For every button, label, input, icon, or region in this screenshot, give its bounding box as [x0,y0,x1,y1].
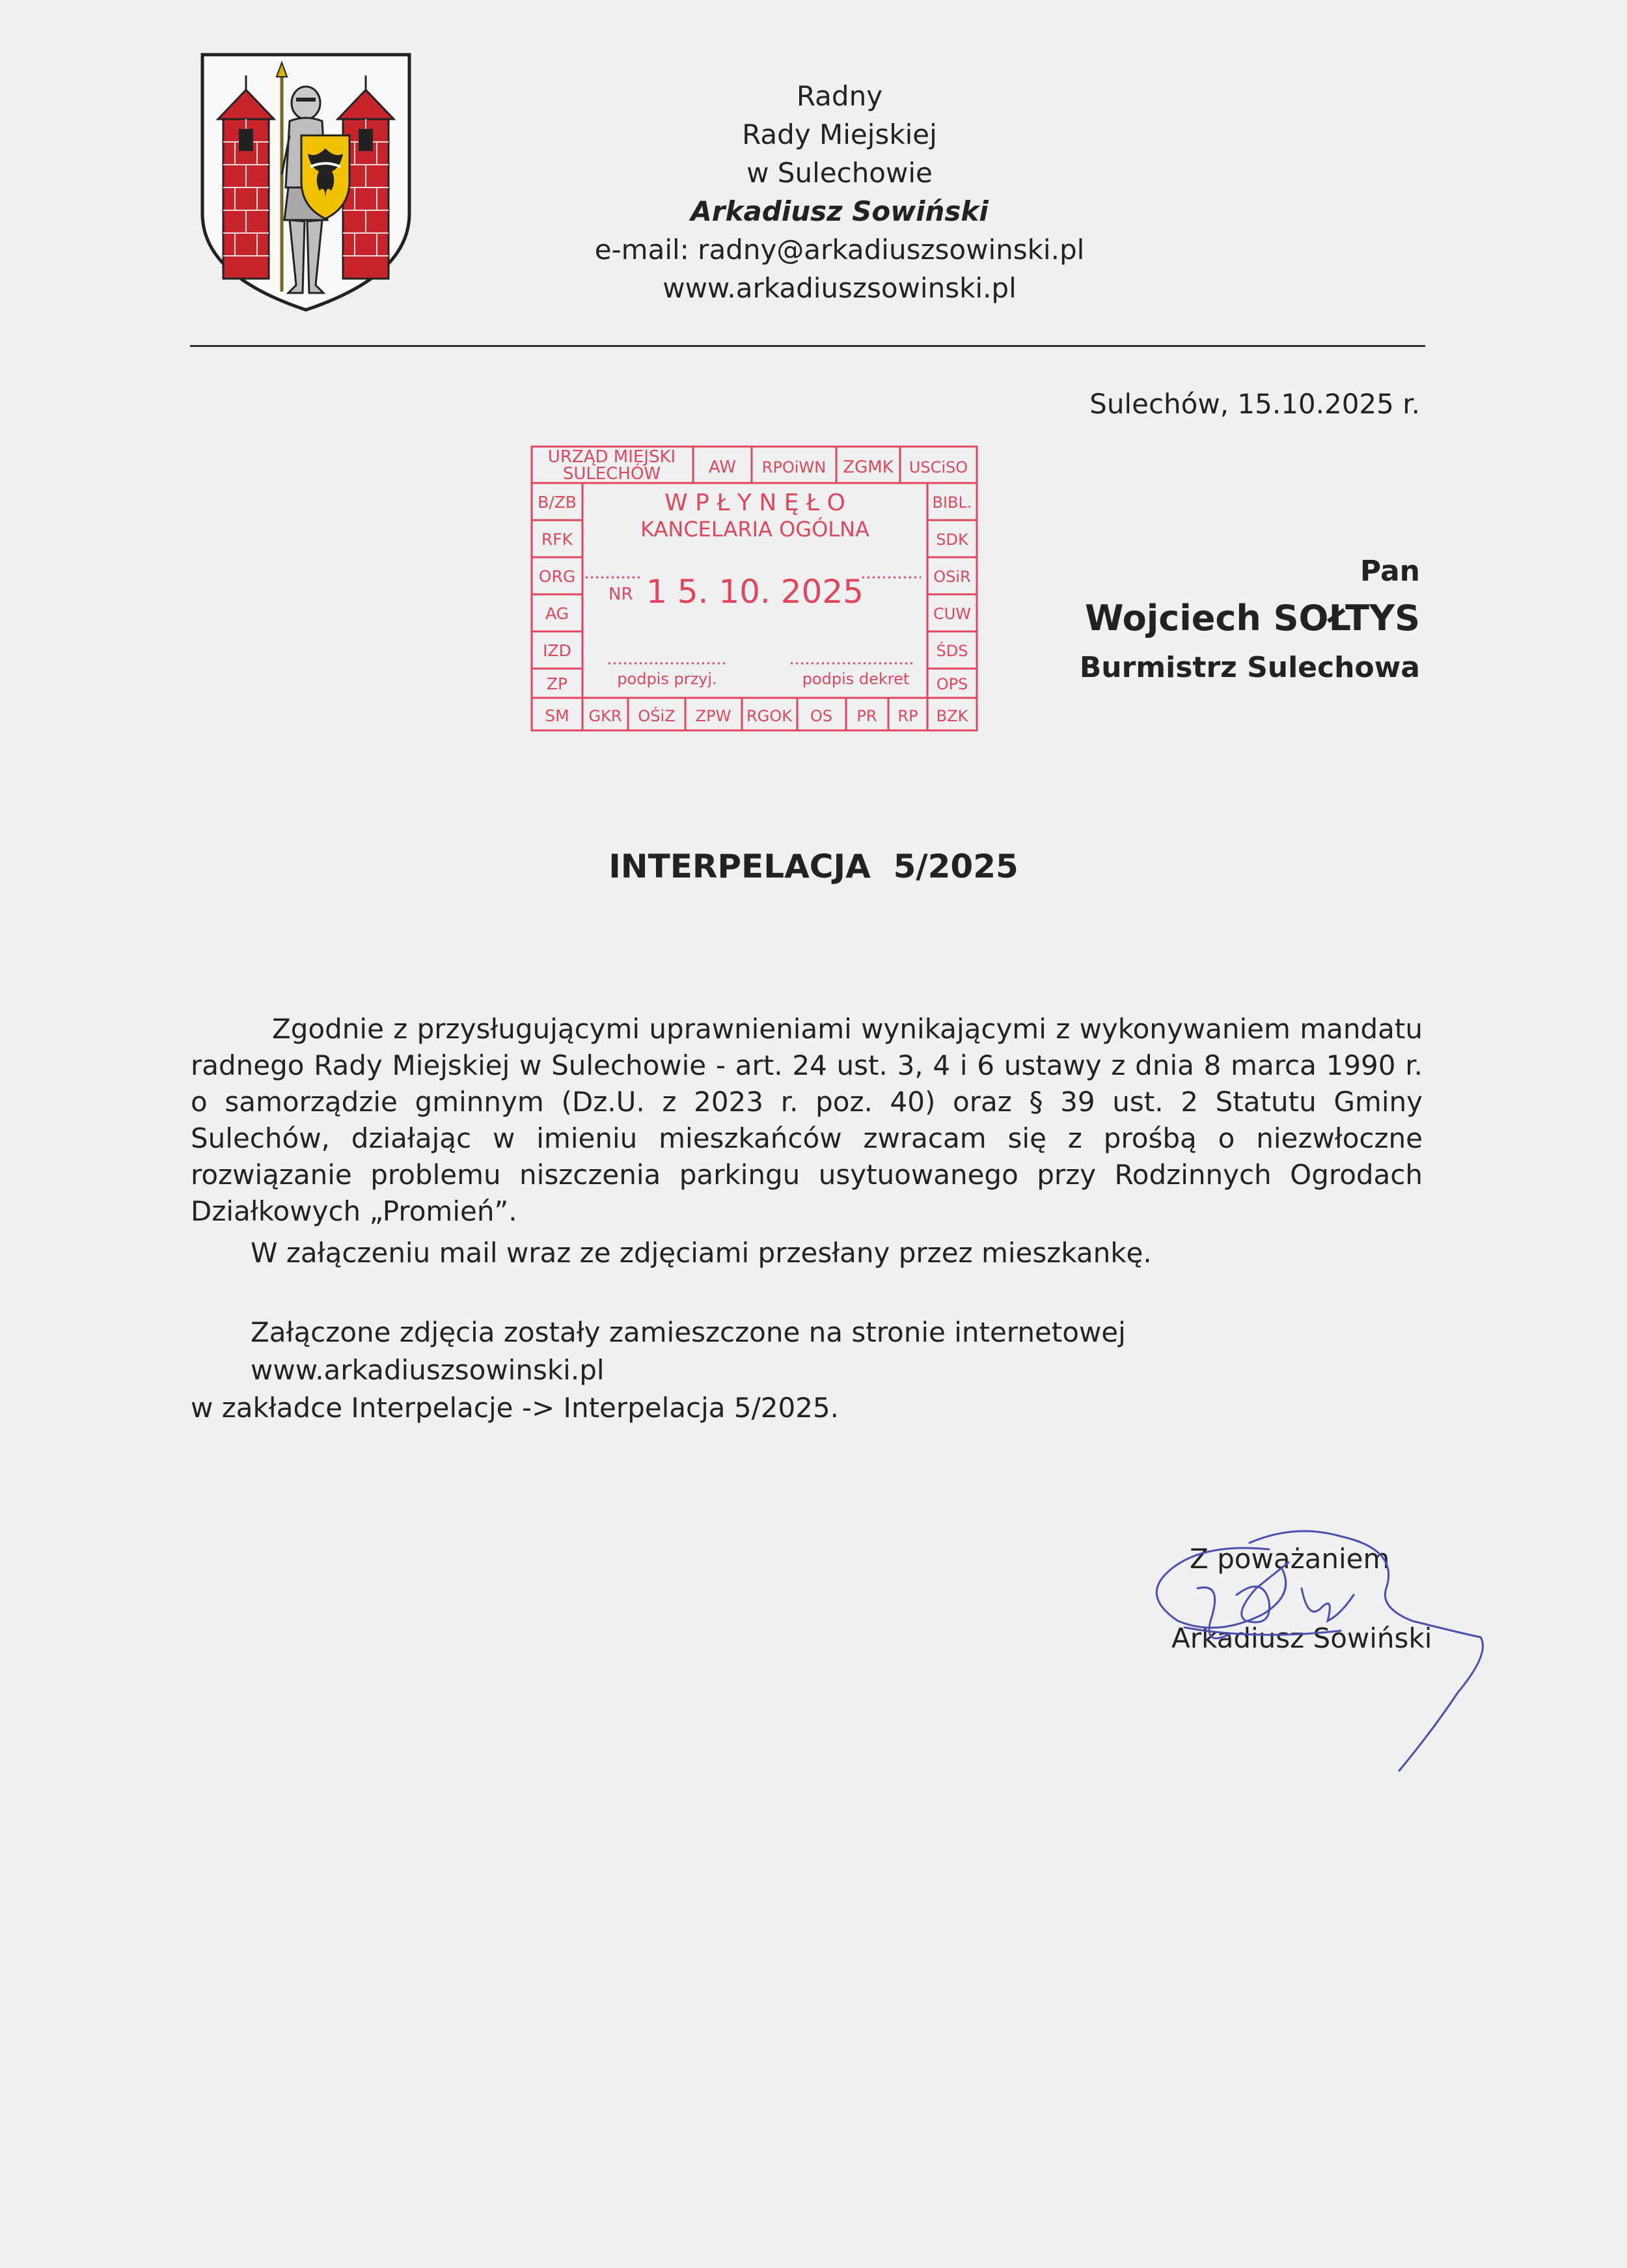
stamp-office-line2: SULECHÓW [562,464,661,484]
stamp-left-cell: ZP [546,674,568,693]
addressee-title: Burmistrz Sulechowa [1079,651,1420,684]
stamp-bottom-cell: OS [810,707,833,725]
stamp-left-cell: AG [545,604,569,623]
stamp-top-cell: RPOiWN [761,458,827,477]
stamp-top-cell: AW [708,458,737,477]
stamp-right-cell: BZK [936,707,968,725]
stamp-bottom-cell: PR [856,707,877,725]
eagle-shield-icon [301,135,349,219]
stamp-bottom-cell: ZPW [695,707,731,725]
stamp-right-cell: BIBL. [932,493,972,512]
stamp-bottom-cell: GKR [588,707,622,725]
addressee-name: Wojciech SOŁTYS [1084,598,1420,639]
closing-phrase: Z poważaniem [1190,1543,1390,1575]
letter-subject: INTERPELACJA 5/2025 [608,848,1019,885]
sender-name: Arkadiusz Sowiński [690,195,989,227]
sender-website[interactable]: www.arkadiuszsowinski.pl [663,272,1017,304]
body-paragraph-2: W załączeniu mail wraz ze zdjęciami przesłany przez mieszkankę. [251,1237,1152,1269]
body-paragraph-3 [191,1314,1423,1427]
stamp-bottom-cell: RP [897,707,918,725]
registry-stamp [530,445,978,732]
stamp-office-line1: URZĄD MIEJSKI [547,447,676,467]
addressee-salutation: Pan [1360,555,1420,588]
stamp-right-cell: OPS [936,675,968,693]
stamp-bottom-cell: RGOK [746,707,792,725]
stamp-top-cell: ZGMK [843,458,894,477]
stamp-right-cell: OSiR [933,568,971,586]
stamp-right-cell: CUW [933,605,972,623]
stamp-date: 1 5. 10. 2025 [646,573,864,611]
sender-header [495,77,1184,307]
stamp-left-cell: SM [545,706,569,725]
stamp-top-cell: USCiSO [909,458,968,477]
letter-date: Sulechów, 15.10.2025 r. [1089,388,1420,420]
sender-town: w Sulechowie [746,157,933,189]
header-divider [190,345,1425,347]
body-paragraph-1: Zgodnie z przysługującymi uprawnieniami wynikającymi z wykonywaniem mandatu radnego Rady Miejskiej w Sulechowie - art. 24 ust. 3, 4 i 6 ustawy z dnia 8 marca 1990 r. o samorządzie gminnym (Dz.U. z 2023 r. poz. 40) oraz § 39 ust. 2 Statutu Gminy Sulechów, działając w imieniu mieszkańców zwracam się z prośbą o niezwłoczne rozwiązanie problemu niszczenia parkingu usytuowanego przy Rodzinnych Ogrodach Działkowych „Promień”. [191,1013,1423,1227]
body-paragraph-3-line-2: w zakładce Interpelacje -> Interpelacja 5/2025. [191,1392,840,1424]
stamp-sign-accepted: podpis przyj. [617,670,717,688]
stamp-left-cell: B/ZB [538,493,577,512]
sender-email[interactable]: e-mail: radny@arkadiuszsowinski.pl [594,234,1085,266]
stamp-left-cell: IZD [543,641,571,660]
stamp-department: KANCELARIA OGÓLNA [640,517,869,542]
signer-name: Arkadiusz Sowiński [1171,1622,1432,1654]
stamp-right-cell: ŚDS [936,642,968,660]
stamp-received-label: W P Ł Y N Ę Ł O [664,490,845,516]
stamp-left-cell: RFK [541,530,573,549]
coat-of-arms-logo [198,51,413,314]
stamp-right-cell: SDK [936,531,968,549]
stamp-bottom-cell: OŚiZ [638,707,676,725]
stamp-left-cell: ORG [538,567,576,586]
sender-council: Rady Miejskiej [742,118,937,150]
stamp-sign-decree: podpis dekret [802,670,910,688]
stamp-nr-label: NR [608,585,633,604]
body-paragraph-3-line-1: Załączone zdjęcia zostały zamieszczone na stronie internetowej www.arkadiuszsowinski.pl [251,1316,1126,1386]
sender-role: Radny [796,80,883,112]
